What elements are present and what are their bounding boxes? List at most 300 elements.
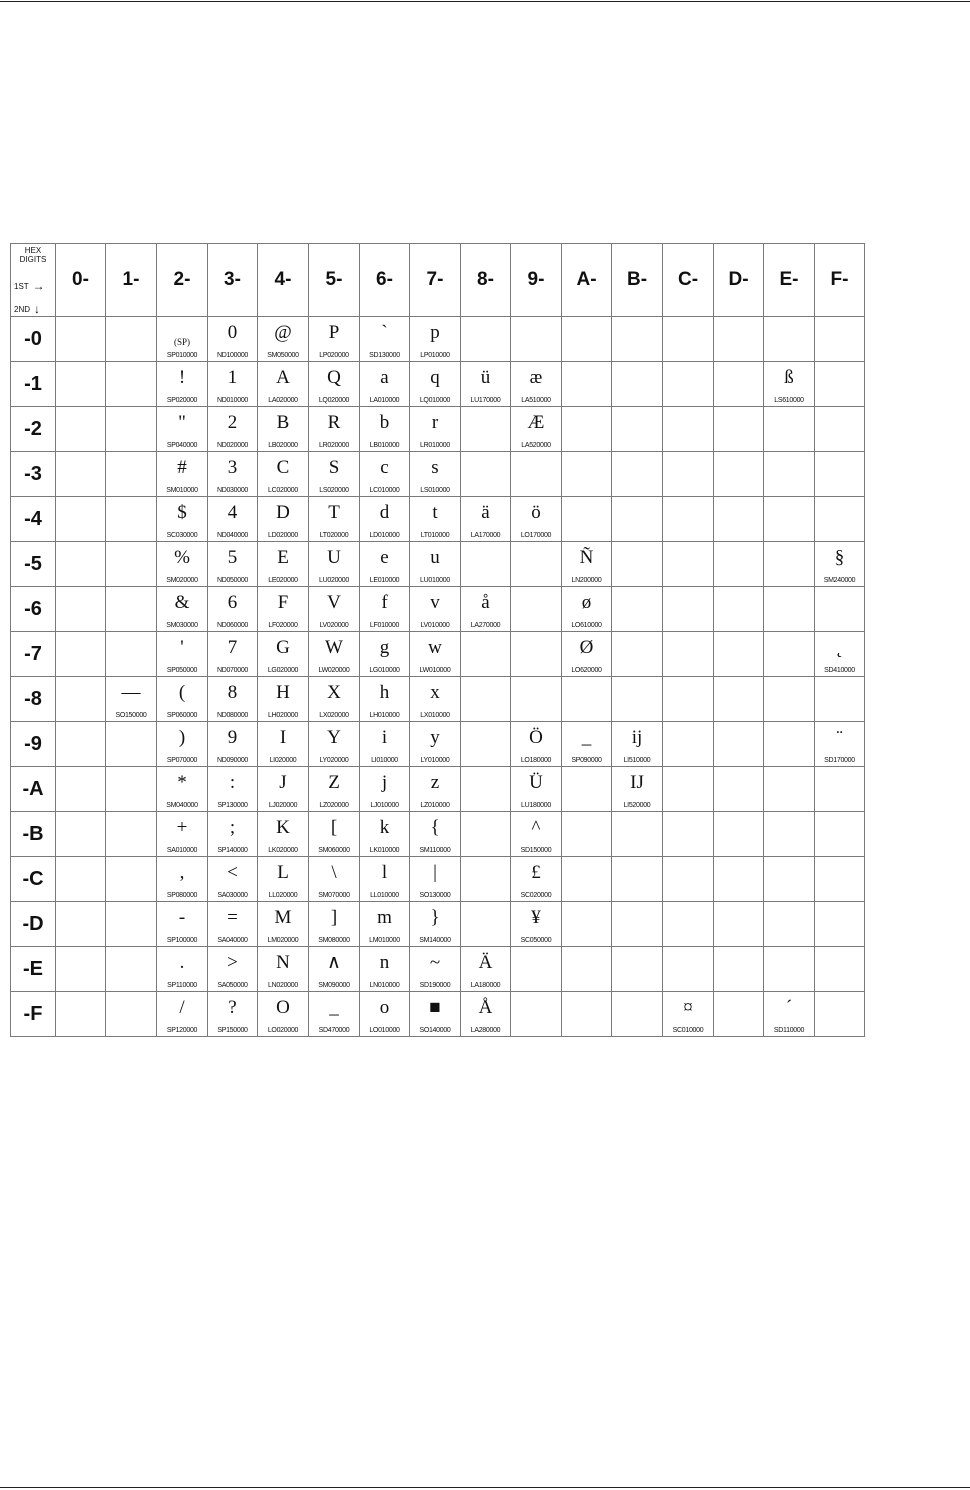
char-glyph: Ø — [579, 637, 594, 658]
empty-cell — [714, 947, 764, 992]
char-glyph: æ — [529, 367, 543, 388]
empty-cell — [815, 947, 865, 992]
char-glyph: E — [277, 547, 289, 568]
char-gcgid: LI510000 — [623, 757, 651, 764]
table-row — [11, 992, 865, 1037]
char-glyph: 6 — [227, 592, 238, 613]
empty-cell — [663, 452, 714, 497]
empty-cell — [663, 767, 714, 812]
char-glyph: h — [379, 682, 390, 703]
empty-cell — [56, 947, 106, 992]
char-gcgid: SP120000 — [166, 1027, 198, 1034]
char-gcgid: LH020000 — [268, 712, 298, 719]
char-gcgid: SM030000 — [166, 622, 198, 629]
char-cell — [258, 992, 309, 1037]
char-glyph: ˛ — [836, 637, 843, 658]
char-glyph: ´ — [785, 997, 793, 1018]
column-header: B- — [612, 244, 663, 317]
empty-cell — [815, 902, 865, 947]
char-cell — [410, 497, 461, 542]
char-cell — [309, 362, 360, 407]
char-cell — [410, 587, 461, 632]
empty-cell — [461, 677, 511, 722]
char-cell — [208, 992, 258, 1037]
char-cell — [258, 812, 309, 857]
char-gcgid: LL020000 — [268, 892, 298, 899]
empty-cell — [106, 947, 157, 992]
char-gcgid: SM140000 — [419, 937, 451, 944]
char-gcgid: LE010000 — [369, 577, 400, 584]
row-header: -8 — [11, 677, 56, 722]
char-cell — [208, 947, 258, 992]
empty-cell — [562, 452, 612, 497]
char-glyph: 2 — [227, 412, 238, 433]
empty-cell — [562, 767, 612, 812]
row-header: -B — [11, 812, 56, 857]
row-header: -7 — [11, 632, 56, 677]
char-glyph: ; — [229, 817, 236, 838]
char-glyph: Ö — [529, 727, 543, 748]
char-gcgid: LO620000 — [571, 667, 602, 674]
empty-cell — [612, 947, 663, 992]
empty-cell — [612, 362, 663, 407]
char-gcgid: LW020000 — [318, 667, 350, 674]
char-cell — [461, 947, 511, 992]
table-row — [11, 632, 865, 677]
empty-cell — [562, 857, 612, 902]
empty-cell — [562, 407, 612, 452]
char-cell — [562, 632, 612, 677]
char-gcgid: SP070000 — [166, 757, 198, 764]
empty-cell — [106, 812, 157, 857]
column-header: D- — [714, 244, 764, 317]
row-header: -5 — [11, 542, 56, 587]
char-cell — [208, 902, 258, 947]
char-cell — [410, 632, 461, 677]
char-gcgid: SM050000 — [267, 352, 299, 359]
empty-cell — [56, 677, 106, 722]
char-cell — [157, 767, 208, 812]
empty-cell — [106, 452, 157, 497]
column-header: 6- — [360, 244, 410, 317]
char-gcgid: SC030000 — [166, 532, 198, 539]
empty-cell — [612, 452, 663, 497]
char-cell — [157, 812, 208, 857]
empty-cell — [56, 452, 106, 497]
empty-cell — [663, 857, 714, 902]
char-cell — [360, 632, 410, 677]
char-glyph: J — [279, 772, 287, 793]
char-glyph: " — [178, 412, 186, 433]
char-gcgid: LA020000 — [268, 397, 298, 404]
char-cell — [208, 677, 258, 722]
char-glyph: 5 — [227, 547, 238, 568]
char-gcgid: LC020000 — [268, 487, 298, 494]
row-header: -0 — [11, 317, 56, 362]
empty-cell — [663, 812, 714, 857]
empty-cell — [714, 857, 764, 902]
char-glyph: . — [179, 952, 185, 973]
empty-cell — [663, 947, 714, 992]
char-gcgid: LA280000 — [470, 1027, 501, 1034]
char-glyph: } — [430, 907, 440, 928]
char-cell — [258, 407, 309, 452]
char-gcgid: LO010000 — [369, 1027, 400, 1034]
char-gcgid: LQ010000 — [419, 397, 451, 404]
char-gcgid: SD150000 — [520, 847, 552, 854]
char-cell — [410, 317, 461, 362]
char-cell — [360, 947, 410, 992]
char-cell — [360, 542, 410, 587]
row-header: -F — [11, 992, 56, 1037]
empty-cell — [663, 677, 714, 722]
char-gcgid: LT010000 — [420, 532, 450, 539]
char-gcgid: ND080000 — [216, 712, 249, 719]
char-glyph: _ — [581, 727, 592, 748]
empty-cell — [663, 362, 714, 407]
char-glyph: $ — [177, 502, 187, 523]
char-glyph: M — [274, 907, 292, 928]
char-gcgid: LH010000 — [369, 712, 400, 719]
row-header: -4 — [11, 497, 56, 542]
char-gcgid: LJ010000 — [370, 802, 399, 809]
empty-cell — [663, 587, 714, 632]
empty-cell — [764, 677, 815, 722]
char-glyph: ø — [581, 592, 592, 613]
char-gcgid: SM020000 — [166, 577, 198, 584]
char-cell — [511, 812, 562, 857]
row-header: -1 — [11, 362, 56, 407]
char-glyph: A — [276, 367, 290, 388]
char-glyph: * — [177, 772, 187, 793]
char-glyph: \ — [331, 862, 337, 883]
char-gcgid: LI520000 — [623, 802, 651, 809]
char-cell — [258, 902, 309, 947]
char-gcgid: LA170000 — [470, 532, 501, 539]
table-row — [11, 452, 865, 497]
char-glyph: Å — [478, 997, 493, 1018]
empty-cell — [612, 587, 663, 632]
empty-cell — [56, 542, 106, 587]
empty-cell — [461, 857, 511, 902]
char-cell — [360, 587, 410, 632]
char-cell — [258, 857, 309, 902]
empty-cell — [461, 902, 511, 947]
char-cell — [258, 767, 309, 812]
char-gcgid: LM010000 — [369, 937, 400, 944]
column-header: A- — [562, 244, 612, 317]
char-glyph: Ä — [478, 952, 493, 973]
char-gcgid: SO130000 — [419, 892, 451, 899]
char-cell — [360, 317, 410, 362]
char-glyph: m — [377, 907, 392, 928]
char-gcgid: SP020000 — [166, 397, 198, 404]
empty-cell — [106, 632, 157, 677]
char-glyph: r — [431, 412, 439, 433]
char-glyph: ) — [178, 727, 186, 748]
empty-cell — [511, 677, 562, 722]
char-gcgid: SC010000 — [672, 1027, 704, 1034]
column-header: 1- — [106, 244, 157, 317]
empty-cell — [106, 497, 157, 542]
char-glyph: e — [380, 547, 389, 568]
empty-cell — [714, 587, 764, 632]
char-cell — [157, 407, 208, 452]
char-gcgid: LV010000 — [420, 622, 450, 629]
char-cell — [360, 902, 410, 947]
char-gcgid: SC050000 — [520, 937, 552, 944]
char-cell — [410, 902, 461, 947]
empty-cell — [56, 587, 106, 632]
char-cell — [360, 407, 410, 452]
char-cell — [258, 947, 309, 992]
char-glyph: t — [432, 502, 438, 523]
char-glyph: P — [328, 322, 340, 343]
char-cell — [309, 947, 360, 992]
empty-cell — [106, 587, 157, 632]
char-cell — [410, 947, 461, 992]
empty-cell — [714, 902, 764, 947]
char-glyph: i — [381, 727, 388, 748]
char-cell — [157, 992, 208, 1037]
empty-cell — [106, 317, 157, 362]
char-gcgid: SD170000 — [824, 757, 855, 764]
empty-cell — [815, 497, 865, 542]
char-cell — [764, 992, 815, 1037]
empty-cell — [106, 992, 157, 1037]
char-gcgid: ND090000 — [216, 757, 249, 764]
char-gcgid: LX020000 — [319, 712, 349, 719]
char-cell — [511, 767, 562, 812]
empty-cell — [815, 362, 865, 407]
char-glyph: ` — [381, 322, 388, 343]
char-cell — [258, 677, 309, 722]
empty-cell — [562, 992, 612, 1037]
char-gcgid: ND030000 — [216, 487, 249, 494]
char-glyph: F — [277, 592, 289, 613]
char-glyph: [ — [330, 817, 338, 838]
char-gcgid: SD470000 — [318, 1027, 350, 1034]
char-cell — [360, 857, 410, 902]
char-glyph: G — [276, 637, 290, 658]
char-glyph: Ñ — [579, 547, 594, 568]
char-cell — [208, 452, 258, 497]
empty-cell — [612, 677, 663, 722]
char-gcgid: SM240000 — [823, 577, 856, 584]
empty-cell — [815, 812, 865, 857]
char-gcgid: SP040000 — [166, 442, 198, 449]
char-gcgid: LY020000 — [319, 757, 349, 764]
char-glyph: ^ — [531, 817, 541, 838]
empty-cell — [663, 317, 714, 362]
first-label: 1ST — [14, 282, 29, 291]
char-cell — [309, 407, 360, 452]
char-glyph: j — [381, 772, 388, 793]
char-glyph: < — [227, 862, 238, 883]
empty-cell — [764, 407, 815, 452]
char-cell — [360, 452, 410, 497]
char-glyph: (SP) — [173, 337, 190, 347]
code-page-body — [11, 317, 865, 1037]
char-gcgid: LC010000 — [369, 487, 400, 494]
char-gcgid: LV020000 — [319, 622, 349, 629]
empty-cell — [714, 317, 764, 362]
top-rule — [0, 1, 970, 2]
char-glyph: £ — [531, 862, 541, 883]
column-header: 9- — [511, 244, 562, 317]
empty-cell — [562, 947, 612, 992]
char-gcgid: LG010000 — [369, 667, 400, 674]
empty-cell — [106, 722, 157, 767]
char-glyph: @ — [274, 322, 292, 343]
table-row — [11, 767, 865, 812]
char-gcgid: SO140000 — [419, 1027, 451, 1034]
row-header: -E — [11, 947, 56, 992]
char-gcgid: LA270000 — [470, 622, 501, 629]
char-glyph: z — [430, 772, 440, 793]
empty-cell — [612, 902, 663, 947]
char-cell — [612, 767, 663, 812]
char-glyph: O — [276, 997, 290, 1018]
char-cell — [410, 812, 461, 857]
char-gcgid: SP060000 — [166, 712, 198, 719]
char-glyph: : — [229, 772, 236, 793]
empty-cell — [714, 992, 764, 1037]
empty-cell — [714, 542, 764, 587]
char-gcgid: SM010000 — [166, 487, 198, 494]
char-cell — [258, 722, 309, 767]
empty-cell — [815, 857, 865, 902]
empty-cell — [764, 317, 815, 362]
char-cell — [157, 947, 208, 992]
arrow-down-icon: ↓ — [34, 302, 41, 316]
char-gcgid: SD190000 — [419, 982, 451, 989]
empty-cell — [764, 452, 815, 497]
empty-cell — [714, 452, 764, 497]
char-cell — [562, 722, 612, 767]
char-glyph: ö — [531, 502, 541, 523]
row-header: -6 — [11, 587, 56, 632]
char-glyph: 7 — [227, 637, 238, 658]
char-cell — [208, 362, 258, 407]
char-cell — [410, 992, 461, 1037]
char-glyph: I — [279, 727, 287, 748]
char-glyph: Z — [328, 772, 340, 793]
char-cell — [258, 497, 309, 542]
char-gcgid: LO170000 — [520, 532, 552, 539]
char-cell — [309, 452, 360, 497]
empty-cell — [764, 497, 815, 542]
char-glyph: L — [277, 862, 289, 883]
empty-cell — [106, 902, 157, 947]
char-glyph: k — [379, 817, 390, 838]
table-row — [11, 722, 865, 767]
empty-cell — [562, 317, 612, 362]
char-cell — [309, 992, 360, 1037]
table-row — [11, 317, 865, 362]
empty-cell — [461, 767, 511, 812]
char-cell — [157, 632, 208, 677]
empty-cell — [714, 632, 764, 677]
char-gcgid: LA180000 — [470, 982, 501, 989]
empty-cell — [714, 677, 764, 722]
char-glyph: { — [430, 817, 440, 838]
char-glyph: § — [834, 547, 845, 568]
char-glyph: K — [276, 817, 290, 838]
empty-cell — [612, 857, 663, 902]
char-glyph: 9 — [227, 727, 238, 748]
empty-cell — [612, 407, 663, 452]
char-glyph: , — [179, 862, 185, 883]
char-gcgid: ND100000 — [216, 352, 249, 359]
row-header: -C — [11, 857, 56, 902]
char-glyph: 0 — [227, 322, 238, 343]
char-cell — [157, 722, 208, 767]
char-glyph: v — [430, 592, 440, 613]
char-glyph: ~ — [429, 952, 441, 973]
char-gcgid: LO020000 — [267, 1027, 299, 1034]
char-cell — [157, 857, 208, 902]
char-cell — [258, 452, 309, 497]
char-glyph: _ — [329, 997, 339, 1018]
table-row — [11, 677, 865, 722]
empty-cell — [815, 317, 865, 362]
char-gcgid: SM060000 — [318, 847, 350, 854]
char-gcgid: SM090000 — [318, 982, 350, 989]
char-glyph: p — [430, 322, 440, 343]
char-cell — [258, 632, 309, 677]
row-header: -3 — [11, 452, 56, 497]
empty-cell — [106, 767, 157, 812]
second-label: 2ND — [14, 305, 31, 314]
empty-cell — [612, 992, 663, 1037]
empty-cell — [106, 857, 157, 902]
char-glyph: q — [430, 367, 440, 388]
char-glyph: | — [433, 862, 437, 883]
char-glyph: s — [431, 457, 439, 478]
column-header: 0- — [56, 244, 106, 317]
char-cell — [410, 407, 461, 452]
char-gcgid: LF010000 — [369, 622, 400, 629]
column-header: 3- — [208, 244, 258, 317]
char-gcgid: LA520000 — [521, 442, 551, 449]
char-cell — [461, 992, 511, 1037]
empty-cell — [612, 632, 663, 677]
empty-cell — [663, 632, 714, 677]
char-cell — [410, 722, 461, 767]
char-cell — [258, 362, 309, 407]
empty-cell — [764, 947, 815, 992]
empty-cell — [461, 722, 511, 767]
char-glyph: ] — [330, 907, 338, 928]
empty-cell — [663, 407, 714, 452]
second-digit-label — [14, 302, 40, 316]
empty-cell — [56, 902, 106, 947]
char-cell — [208, 407, 258, 452]
char-gcgid: LL010000 — [370, 892, 399, 899]
empty-cell — [764, 767, 815, 812]
char-gcgid: SP100000 — [166, 937, 198, 944]
empty-cell — [461, 407, 511, 452]
char-cell — [511, 407, 562, 452]
char-gcgid: LB010000 — [369, 442, 400, 449]
char-cell — [511, 902, 562, 947]
char-cell — [208, 497, 258, 542]
char-gcgid: SD130000 — [369, 352, 400, 359]
empty-cell — [562, 902, 612, 947]
char-glyph: n — [379, 952, 390, 973]
char-cell — [208, 857, 258, 902]
